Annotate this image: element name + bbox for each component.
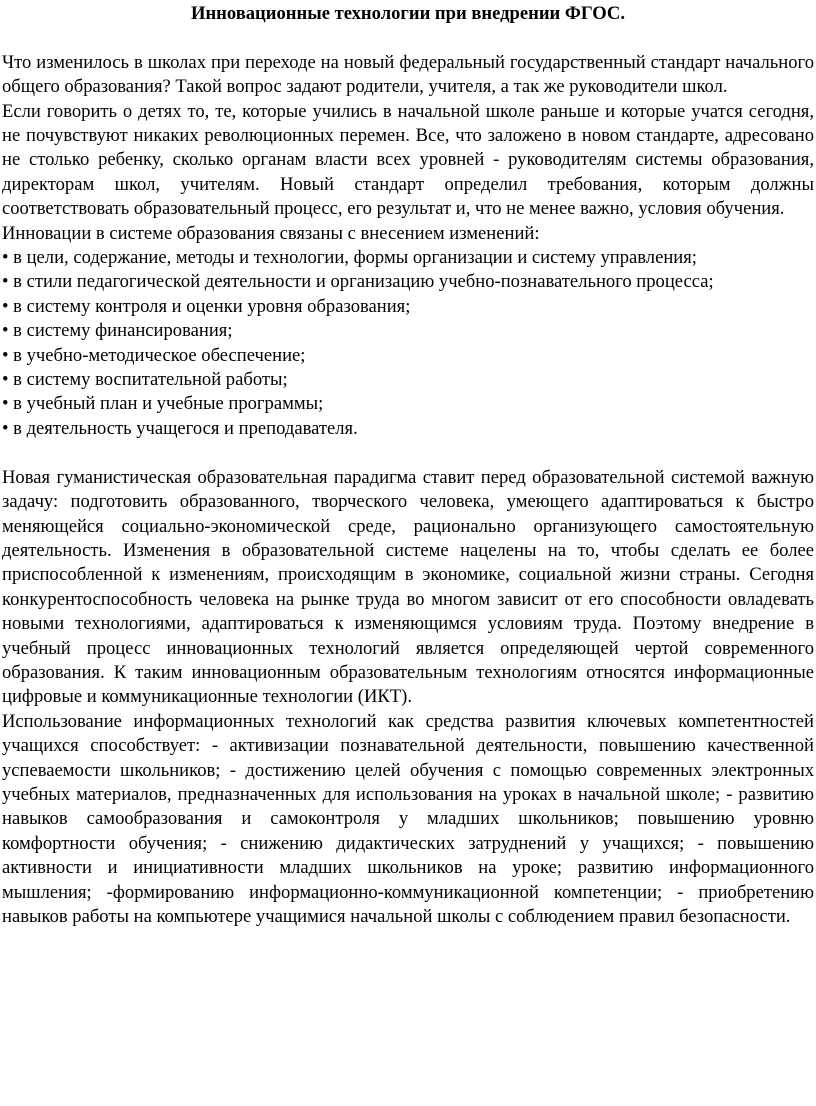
- list-item: • в деятельность учащегося и преподавателя.: [2, 417, 358, 439]
- paragraph-intro: Что изменилось в школах при переходе на новый федеральный государственный стандарт начального общего образования? Такой вопрос задают родители, учителя, а так же руководители школ.: [2, 51, 814, 98]
- list-item: • в систему финансирования;: [2, 320, 233, 342]
- list-item: • в учебно-методическое обеспечение;: [2, 344, 306, 366]
- list-item: • в цели, содержание, методы и технологии, формы организации и систему управления;: [2, 247, 697, 269]
- paragraph-paradigm: Новая гуманистическая образовательная парадигма ставит перед образовательной системой важную задачу: подготовить образованного, творческого человека, умеющего адаптироваться к быстро меняющейся социально-экономической среде, рационально организующего самостоятельную деятельность. Изменения в образовательной системе нацелены на то, чтобы сделать ее более приспособленной к изменениям, происходящим в экономике, социальной жизни страны. Сегодня конкурентоспособность человека на рынке труда во многом зависит от его способности овладевать новыми технологиями, адаптироваться к изменяющимся условиям труда. Поэтому внедрение в учебный процесс инновационных технологий является определяющей чертой современного образования. К таким инновационным образовательным технологиям относятся информационные цифровые и коммуникационные технологии (ИКТ).: [2, 466, 814, 708]
- paragraph-children: Если говорить о детях то, те, которые учились в начальной школе раньше и которые учатся сегодня, не почувствуют никаких революционных перемен. Все, что заложено в новом стандарте, адресовано не столько ребенку, сколько органам власти всех уровней - руководителям системы образования, директорам школ, учителям. Новый стандарт определил требования, которым должны соответствовать образовательный процесс, его результат и, что не менее важно, условия обучения.: [2, 100, 814, 220]
- list-item: • в стили педагогической деятельности и организацию учебно-познавательного процесса;: [2, 271, 714, 293]
- list-intro: Инновации в системе образования связаны с внесением изменений:: [2, 222, 540, 244]
- list-item: • в учебный план и учебные программы;: [2, 393, 324, 415]
- blank-line: [2, 441, 814, 465]
- blank-line: [2, 26, 814, 50]
- paragraph-ict-usage: Использование информационных технологий как средства развития ключевых компетентностей учащихся способствует: - активизации познавательной деятельности, повышению качественной успеваемости школьников; - достижению целей обучения с помощью современных электронных учебных материалов, предназначенных для использования на уроках в начальной школе; - развитию навыков самообразования и самоконтроля у младших школьников; повышению уровню комфортности обучения; - снижению дидактических затруднений у учащихся; - повышению активности и инициативности младших школьников на уроке; развитию информационного мышления; -формированию информационно-коммуникационной компетенции; - приобретению навыков работы на компьютере учащимися начальной школы с соблюдением правил безопасности.: [2, 710, 814, 927]
- list-item: • в систему воспитательной работы;: [2, 369, 288, 391]
- innovation-list: [2, 246, 814, 441]
- list-item: • в систему контроля и оценки уровня образования;: [2, 295, 411, 317]
- document-title: Инновационные технологии при внедрении ФГОС.: [190, 3, 626, 24]
